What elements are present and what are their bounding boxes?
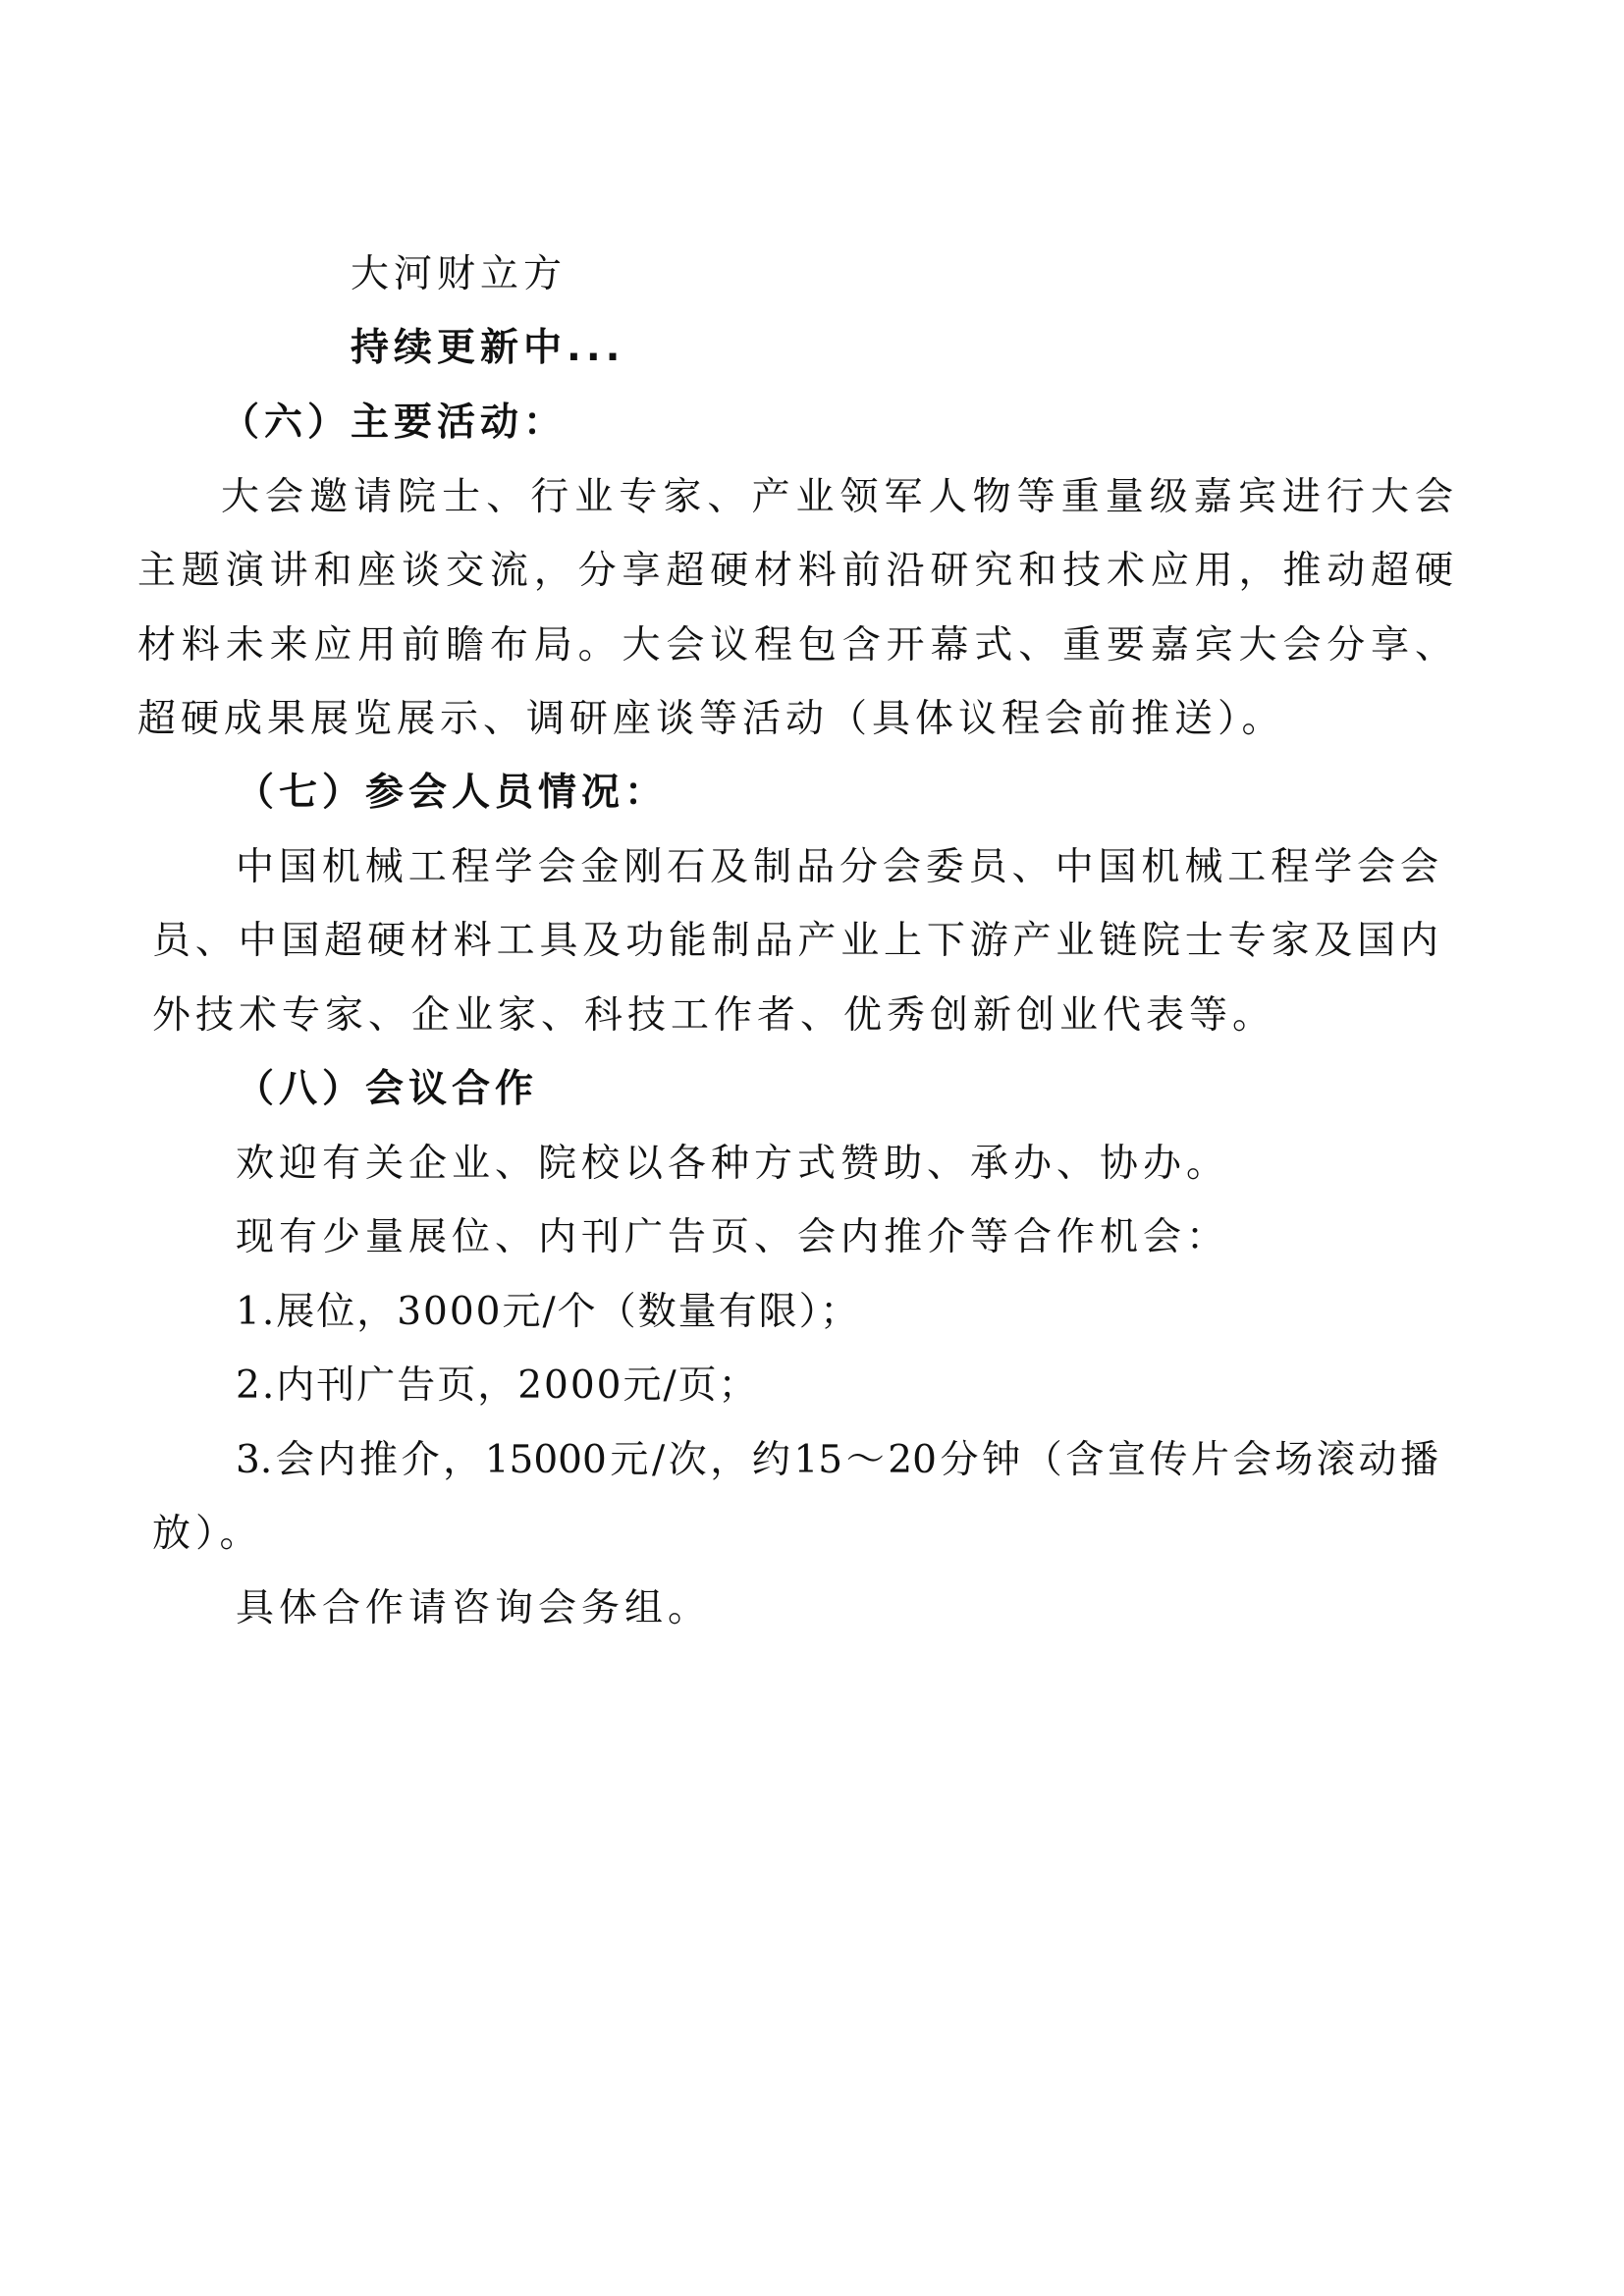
list-item-booth: 1.展位，3000元/个（数量有限）； [236,1290,861,1334]
paragraph-line: 放）。 [152,1512,263,1556]
paragraph-line: 材料未来应用前瞻布局。大会议程包含开幕式、重要嘉宾大会分享、 [137,623,1453,667]
list-item-ad-page: 2.内刊广告页，2000元/页； [236,1363,759,1408]
paragraph-line: 具体合作请咨询会务组。 [236,1586,712,1630]
paragraph-line: 员、中国超硬材料工具及功能制品产业上下游产业链院士专家及国内 [152,919,1438,963]
paragraph-line: 欢迎有关企业、院校以各种方式赞助、承办、协办。 [236,1142,1230,1186]
section-heading-attendees: （七）参会人员情况： [236,771,669,815]
paragraph-line: 现有少量展位、内刊广告页、会内推介等合作机会： [236,1215,1230,1259]
paragraph-line: 超硬成果展览展示、调研座谈等活动（具体议程会前推送）。 [137,697,1285,741]
update-status-line: 持续更新中... [351,326,625,370]
source-line: 大河财立方 [351,252,568,296]
paragraph-line: 中国机械工程学会金刚石及制品分会委员、中国机械工程学会会 [236,845,1438,889]
section-heading-main-activities: （六）主要活动： [221,400,568,445]
list-item-promotion: 3.会内推介，15000元/次，约15～20分钟（含宣传片会场滚动播 [236,1438,1438,1482]
section-heading-cooperation: （八）会议合作 [236,1067,539,1111]
paragraph-line: 大会邀请院士、行业专家、产业领军人物等重量级嘉宾进行大会 [221,475,1453,519]
paragraph-line: 主题演讲和座谈交流，分享超硬材料前沿研究和技术应用，推动超硬 [137,549,1453,593]
paragraph-line: 外技术专家、企业家、科技工作者、优秀创新创业代表等。 [152,993,1276,1038]
